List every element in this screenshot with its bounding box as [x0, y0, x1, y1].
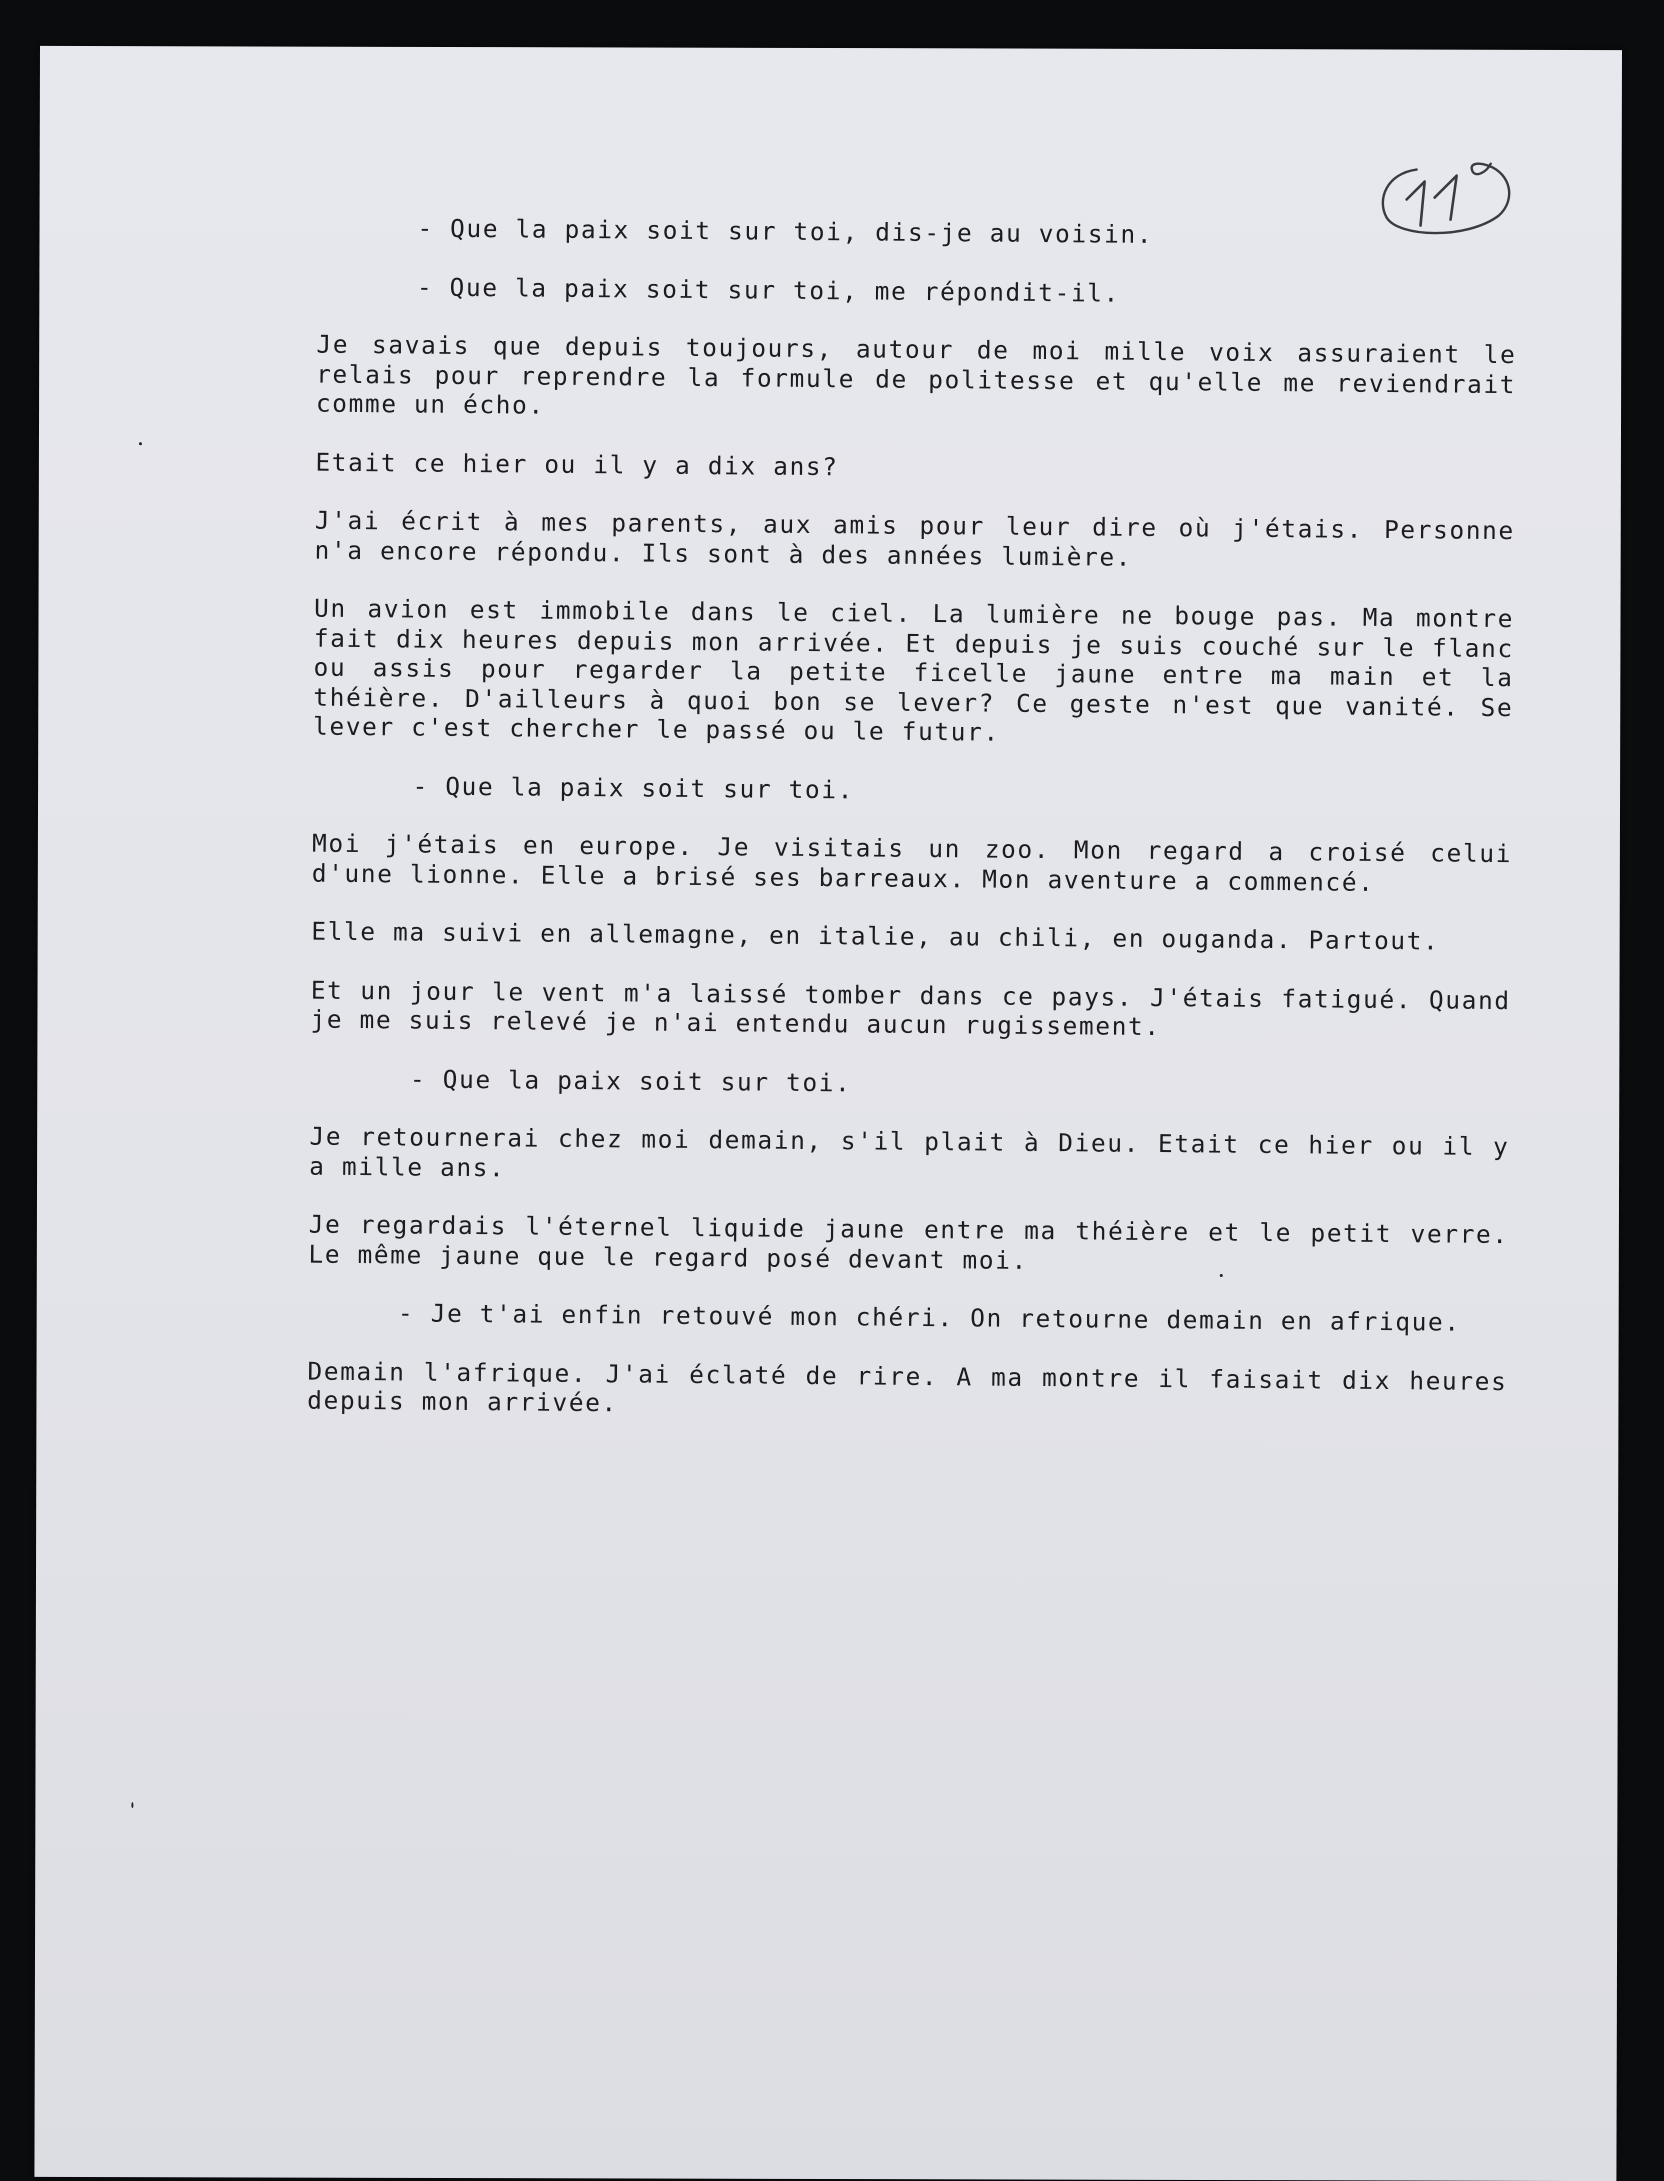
paragraph: Un avion est immobile dans le ciel. La lumière ne bouge pas. Ma montre fait dix heures depuis mon arrivée. Et depuis je suis couché sur le flanc ou assis pour regarder la petite ficelle jaune entre ma main et la théière. D'ailleurs à quoi bon se lever? Ce geste n'est que vanité. Se lever c'est chercher le passé ou le futur. [312, 593, 1515, 747]
dialog-line: - Je t'ai enfin retouvé mon chéri. On retourne demain en afrique. [397, 1298, 1461, 1337]
paragraph: Et un jour le vent m'a laissé tomber dans ce pays. J'étais fatigué. Quand je me suis relevé je n'ai entendu aucun rugissement. [310, 975, 1511, 1042]
dialog-line: - Que la paix soit sur toi. [412, 771, 855, 804]
paragraph: Moi j'étais en europe. Je visitais un zoo. Mon regard a croisé celui d'une lionne. Elle a brisé ses barreaux. Mon aventure a commencé. [311, 828, 1513, 897]
paper-speck [1220, 1274, 1223, 1277]
typed-text-body [307, 213, 1518, 1455]
paper-speck [139, 442, 142, 445]
dialog-line: - Que la paix soit sur toi, dis-je au voisin. [417, 213, 1154, 249]
paragraph: Je regardais l'éternel liquide jaune entre ma théière et le petit verre. Le même jaune que le regard posé devant moi. [308, 1209, 1509, 1275]
paragraph: Demain l'afrique. J'ai éclaté de rire. A ma montre il faisait dix heures depuis mon arrivée. [307, 1356, 1508, 1418]
paragraph: J'ai écrit à mes parents, aux amis pour leur dire où j'étais. Personne n'a encore répondu. Ils sont à des années lumière. [314, 505, 1515, 572]
dialog-line: - Que la paix soit sur toi. [409, 1063, 852, 1097]
dialog-line: - Que la paix soit sur toi, me répondit-il. [416, 272, 1121, 308]
paper-speck [131, 1802, 133, 1808]
paragraph: Je retournerai chez moi demain, s'il plait à Dieu. Etait ce hier ou il y a mille ans. [309, 1121, 1510, 1182]
paragraph: Etait ce hier ou il y a dix ans? [315, 447, 839, 481]
paper-sheet [34, 46, 1622, 2181]
paragraph: Elle ma suivi en allemagne, en italie, au chili, en ouganda. Partout. [311, 916, 1440, 956]
paragraph: Je savais que depuis toujours, autour de moi mille voix assuraient le relais pour reprendre la formule de politesse et qu'elle me reviendrait comme un écho. [315, 329, 1517, 420]
